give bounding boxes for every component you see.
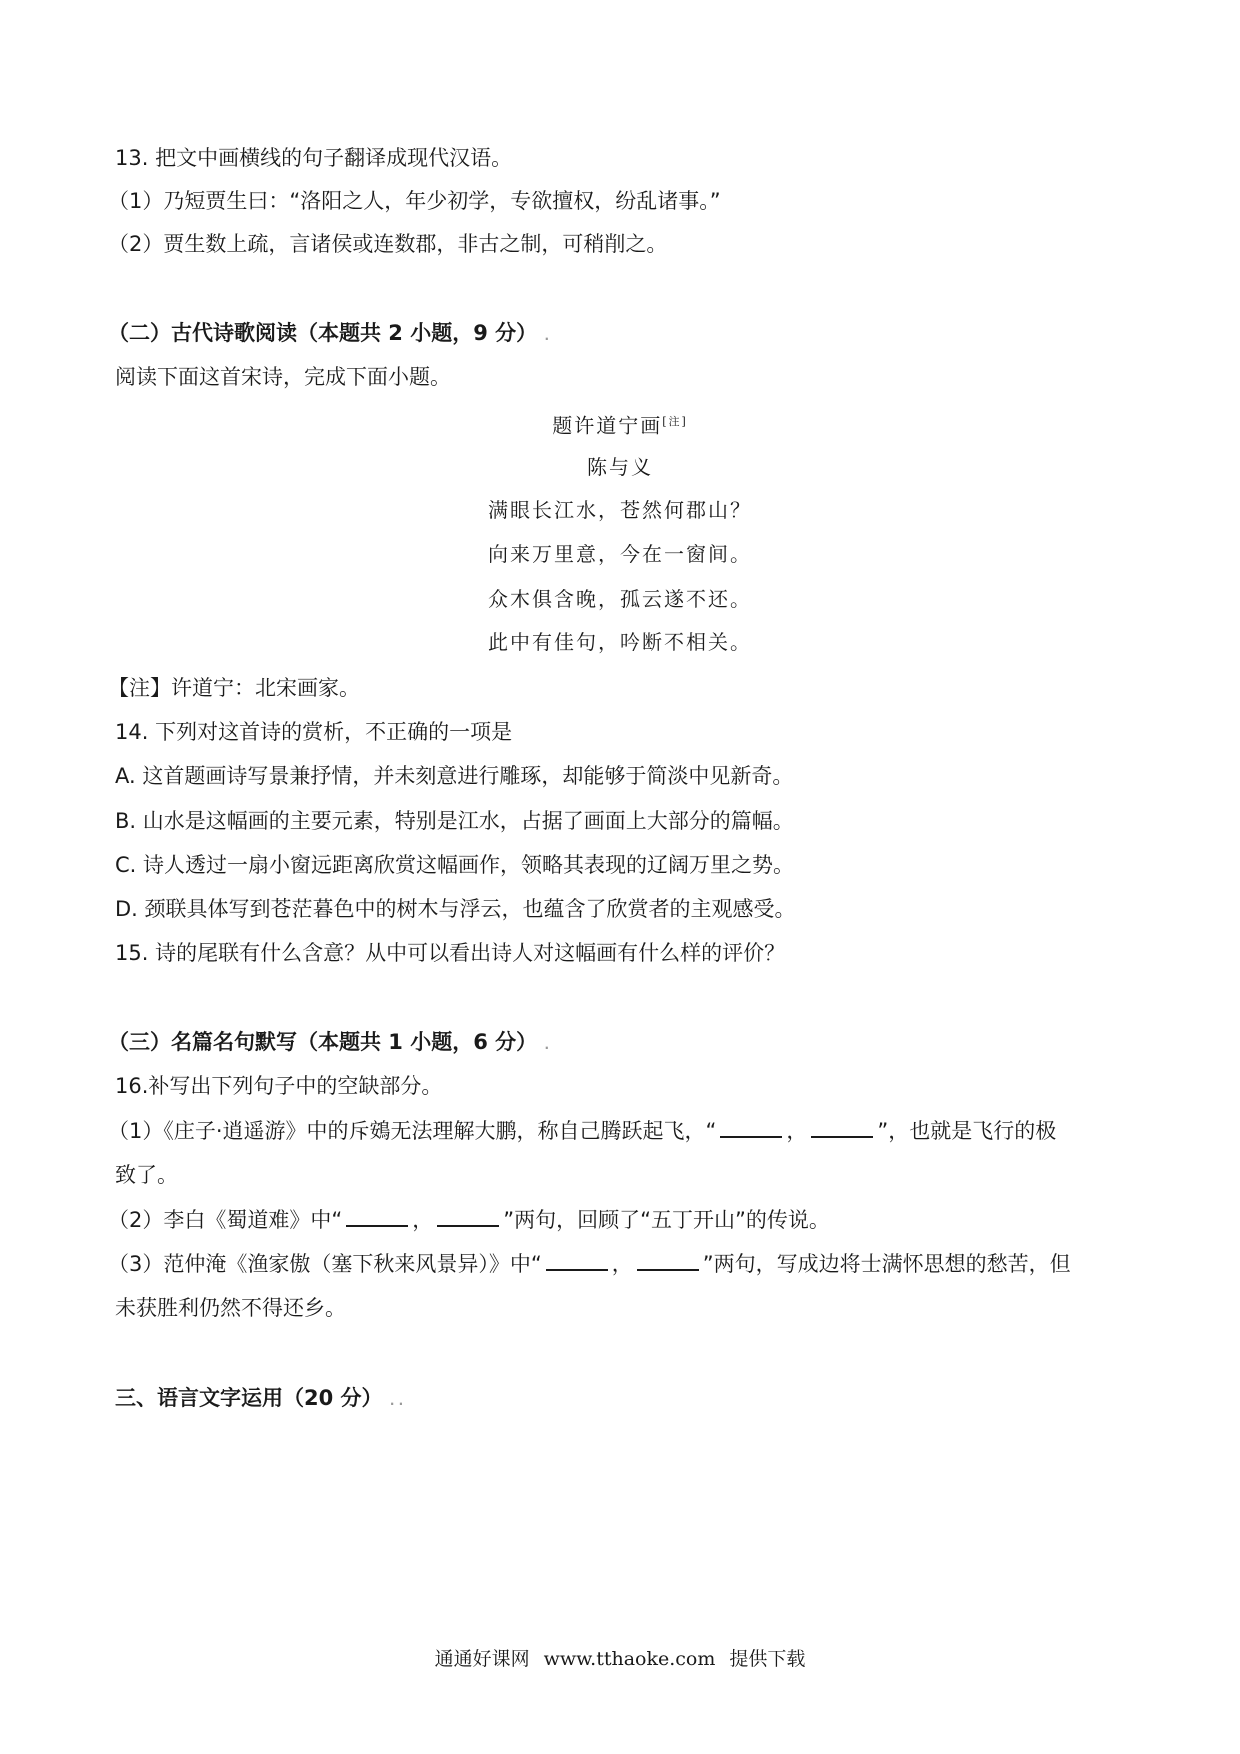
q16-s1-comma: ， [786, 1119, 808, 1143]
part-3-heading-text: 三、语言文字运用（20 分） [115, 1386, 383, 1410]
decorative-dot: . [544, 1038, 550, 1052]
decorative-dot: . [544, 329, 550, 343]
footer-site-name: 通通好课网 [434, 1648, 530, 1670]
footer-suffix: 提供下载 [729, 1648, 806, 1670]
q16-s3-text: （3）范仲淹《渔家傲（塞下秋来风景异）》中“ [108, 1252, 542, 1276]
q14-option-a: A. 这首题画诗写景兼抒情，并未刻意进行雕琢，却能够于简淡中见新奇。 [115, 764, 794, 788]
q16-stem: 16.补写出下列句子中的空缺部分。 [115, 1074, 443, 1098]
q16-sentence-1-cont: 致了。 [115, 1163, 178, 1187]
decorative-dot: . . [389, 1394, 404, 1408]
q16-sentence-1 [108, 1116, 1056, 1146]
q16-sentence-3 [108, 1249, 1071, 1279]
q16-sentence-2 [108, 1205, 830, 1235]
answer-blank[interactable] [637, 1251, 699, 1271]
q14-option-b: B. 山水是这幅画的主要元素，特别是江水，占据了画面上大部分的篇幅。 [115, 809, 794, 833]
q14-stem: 14. 下列对这首诗的赏析，不正确的一项是 [115, 720, 513, 744]
answer-blank[interactable] [346, 1207, 408, 1227]
poem-line-3: 众木俱含晚，孤云遂不还。 [488, 587, 752, 611]
section-3-heading-text: （三）名篇名句默写（本题共 1 小题，6 分） [108, 1030, 538, 1054]
poem-line-2: 向来万里意，今在一窗间。 [488, 542, 752, 566]
section-2-intro: 阅读下面这首宋诗，完成下面小题。 [115, 365, 451, 389]
q13-sentence-2: （2）贾生数上疏，言诸侯或连数郡，非古之制，可稍削之。 [108, 232, 668, 256]
page-footer [0, 1644, 1240, 1671]
footer-url[interactable]: www.tthaoke.com [543, 1648, 716, 1670]
q14-option-c: C. 诗人透过一扇小窗远距离欣赏这幅画作，领略其表现的辽阔万里之势。 [115, 853, 795, 877]
q16-s2-comma: ， [412, 1208, 434, 1232]
answer-blank[interactable] [811, 1118, 873, 1138]
section-3-heading [108, 1027, 549, 1060]
answer-blank[interactable] [720, 1118, 782, 1138]
section-2-heading [108, 318, 549, 351]
q15-stem: 15. 诗的尾联有什么含意？从中可以看出诗人对这幅画有什么样的评价？ [115, 941, 786, 965]
section-2-heading-text: （二）古代诗歌阅读（本题共 2 小题，9 分） [108, 321, 538, 345]
poem-line-1: 满眼长江水，苍然何郡山？ [488, 498, 752, 522]
q16-s2-text: （2）李白《蜀道难》中“ [108, 1208, 343, 1232]
q16-s3-comma: ， [611, 1252, 633, 1276]
poem-line-4: 此中有佳句，吟断不相关。 [488, 630, 752, 654]
q16-s2-tail: ”两句，回顾了“五丁开山”的传说。 [503, 1208, 830, 1232]
q16-s3-tail: ”两句，写成边将士满怀思想的愁苦，但 [702, 1252, 1071, 1276]
part-3-heading [115, 1383, 403, 1416]
q14-option-d: D. 颈联具体写到苍茫暮色中的树木与浮云，也蕴含了欣赏者的主观感受。 [115, 897, 796, 921]
poem-title-line [0, 407, 1240, 441]
q16-s1-tail: ”，也就是飞行的极 [877, 1119, 1057, 1143]
q13-sentence-1: （1）乃短贾生曰：“洛阳之人，年少初学，专欲擅权，纷乱诸事。” [108, 189, 721, 213]
note-marker: [注] [662, 415, 688, 428]
poem-title: 题许道宁画 [552, 413, 663, 438]
poem-author: 陈与义 [587, 455, 653, 479]
poem-note: 【注】许道宁：北宋画家。 [108, 676, 360, 700]
q16-s1-text: （1）《庄子·逍遥游》中的斥鴳无法理解大鹏，称自己腾跃起飞，“ [108, 1119, 717, 1143]
answer-blank[interactable] [546, 1251, 608, 1271]
q16-sentence-3-cont: 未获胜利仍然不得还乡。 [115, 1296, 346, 1320]
q13-stem: 13. 把文中画横线的句子翻译成现代汉语。 [115, 146, 513, 170]
answer-blank[interactable] [437, 1207, 499, 1227]
